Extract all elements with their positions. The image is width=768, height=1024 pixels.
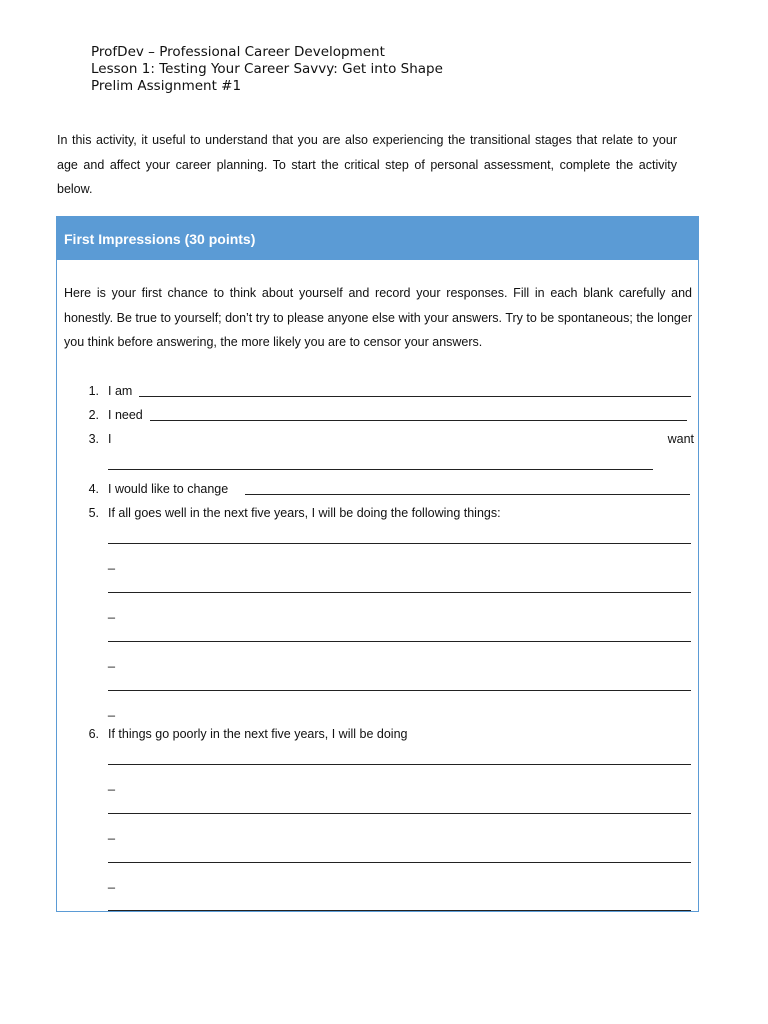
question-text: I need (108, 408, 143, 422)
intro-paragraph: In this activity, it useful to understand that you are also experiencing the transitional stages that relate to your age and affect your career planning. To start the critical step of personal assessment, complete the activity below. (57, 133, 677, 196)
answer-line-1[interactable] (139, 396, 691, 397)
line-dash: _ (108, 605, 115, 619)
assignment-title: Prelim Assignment #1 (91, 78, 242, 94)
question-number: 1. (88, 384, 99, 398)
lesson-title: Lesson 1: Testing Your Career Savvy: Get into Shape (91, 61, 443, 77)
line-dash: _ (108, 654, 115, 668)
question-text-trailing: want (667, 432, 694, 446)
line-dash: _ (108, 556, 115, 570)
answer-line-6b[interactable] (108, 813, 691, 814)
question-number: 2. (88, 408, 99, 422)
first-impressions-section (56, 216, 699, 912)
question-text: I (108, 432, 112, 446)
line-dash: _ (108, 875, 115, 889)
document-header (91, 44, 443, 95)
question-number: 5. (88, 506, 99, 520)
answer-line-5a[interactable] (108, 543, 691, 544)
question-number: 3. (88, 432, 99, 446)
answer-line-6a[interactable] (108, 764, 691, 765)
section-title: First Impressions (30 points) (57, 217, 698, 260)
course-title: ProfDev – Professional Career Development (91, 44, 385, 60)
answer-line-6d[interactable] (108, 910, 691, 911)
question-text: If things go poorly in the next five years, I will be doing (108, 727, 408, 741)
question-number: 6. (88, 727, 99, 741)
question-text: If all goes well in the next five years, I will be doing the following things: (108, 506, 501, 520)
answer-line-5c[interactable] (108, 641, 691, 642)
answer-line-2[interactable] (150, 420, 687, 421)
line-dash: _ (108, 777, 115, 791)
section-instructions: Here is your first chance to think about yourself and record your responses. Fill in each blank carefully and honestly. Be true to yourself; don’t try to please anyone else with your answers. Try to be spontaneous; the longer you think before answering, the more likely you are to censor your answers. (64, 286, 692, 349)
question-text: I would like to change (108, 482, 229, 496)
line-dash: _ (108, 826, 115, 840)
answer-line-6c[interactable] (108, 862, 691, 863)
line-dash: _ (108, 703, 115, 717)
answer-line-3[interactable] (108, 469, 653, 470)
answer-line-4[interactable] (245, 494, 690, 495)
question-text: I am (108, 384, 133, 398)
answer-line-5d[interactable] (108, 690, 691, 691)
answer-line-5b[interactable] (108, 592, 691, 593)
question-number: 4. (88, 482, 99, 496)
